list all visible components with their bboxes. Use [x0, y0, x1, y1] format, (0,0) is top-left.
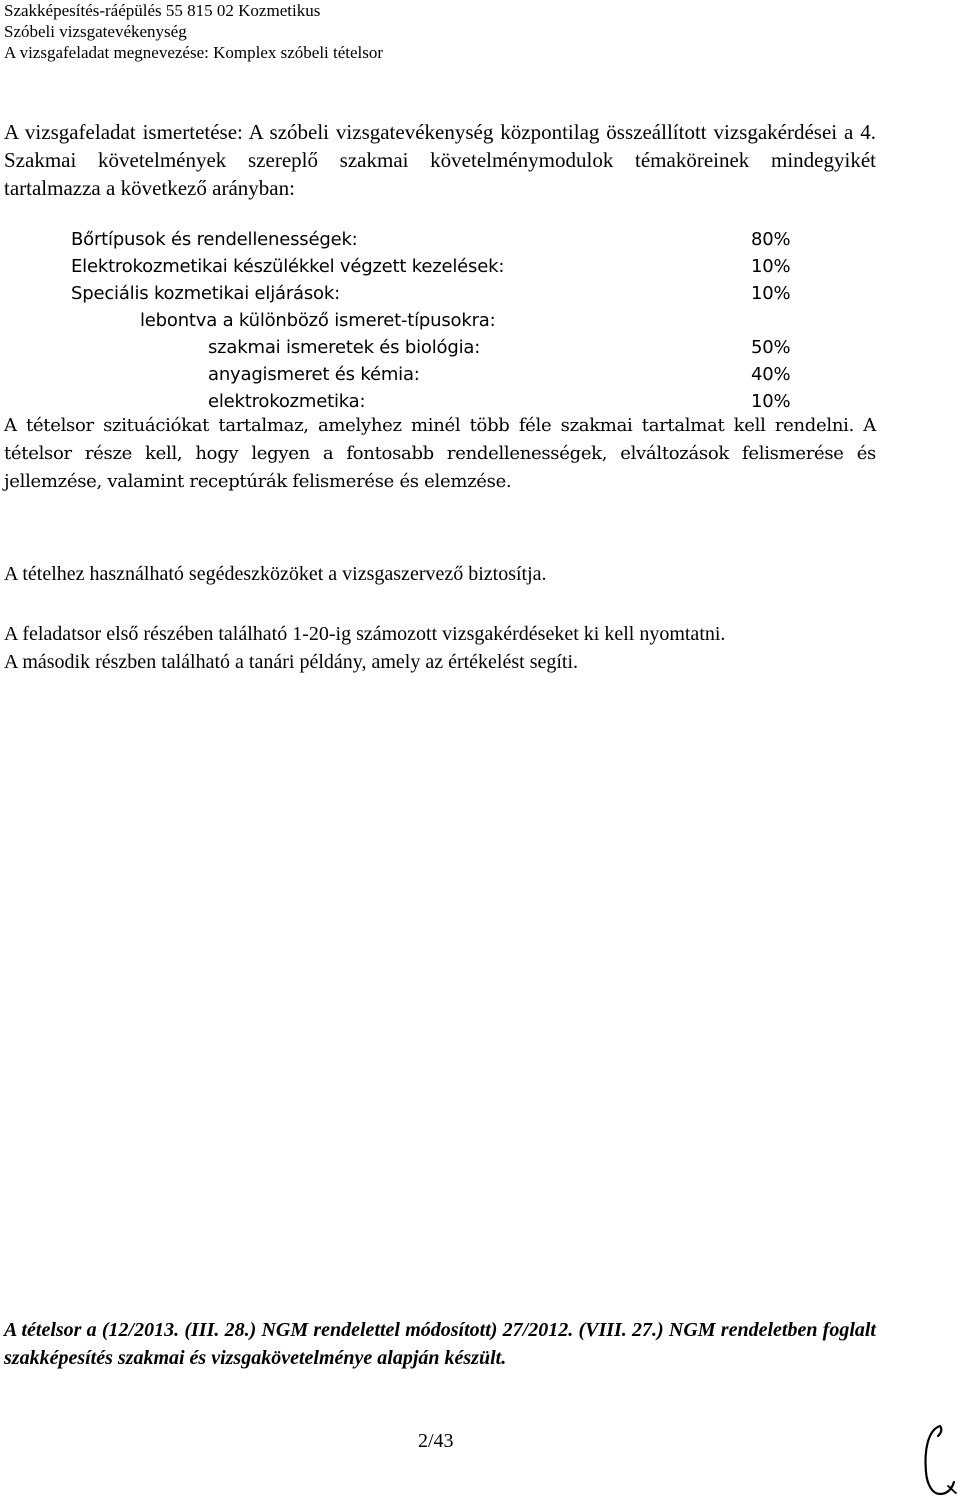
page-number: 2/43	[418, 1430, 454, 1452]
breakdown-row	[0, 359, 960, 385]
distribution-row	[0, 278, 960, 304]
breakdown-row	[0, 386, 960, 412]
breakdown-percent: 10%	[751, 391, 791, 412]
print-instructions-line1: A feladatsor első részében található 1-20-ig számozott vizsgakérdéseket ki kell nyomtatni.	[4, 623, 726, 645]
tetelsor-paragraph: A tételsor szituációkat tartalmaz, amelyhez minél több féle szakmai tartalmat kell rendelni. A tételsor része kell, hogy legyen a fontosabb rendellenességek, elváltozások felismerése és jellemzése, valamint receptúrák felismerése és elemzése.	[4, 415, 876, 492]
distribution-label: Bőrtípusok és rendellenességek:	[71, 229, 358, 250]
distribution-row	[0, 251, 960, 277]
header-activity: Szóbeli vizsgatevékenység	[4, 22, 187, 41]
header-qualification: Szakképesítés-ráépülés 55 815 02 Kozmetikus	[4, 1, 321, 20]
signature-mark	[918, 1420, 958, 1500]
breakdown-label: anyagismeret és kémia:	[208, 364, 420, 385]
intro-paragraph: A vizsgafeladat ismertetése: A szóbeli vizsgatevékenység központilag összeállított vizsgakérdései a 4. Szakmai követelmények szereplő szakmai követelménymodulok témaköreinek mindegyikét tartalmazza a következő arányban:	[4, 120, 876, 200]
distribution-label: Elektrokozmetikai készülékkel végzett kezelések:	[71, 256, 505, 277]
breakdown-percent: 40%	[751, 364, 791, 385]
breakdown-heading: lebontva a különböző ismeret-típusokra:	[140, 310, 496, 331]
legal-basis-note: A tételsor a (12/2013. (III. 28.) NGM rendelettel módosított) 27/2012. (VIII. 27.) NGM rendeletben foglalt szakképesítés szakmai és vizsgakövetelménye alapján készült.	[4, 1319, 876, 1369]
topic-distribution	[0, 224, 960, 412]
document-header	[4, 0, 383, 63]
distribution-percent: 10%	[751, 256, 791, 277]
print-instructions-line2: A második részben található a tanári példány, amely az értékelést segíti.	[4, 651, 579, 673]
breakdown-percent: 50%	[751, 337, 791, 358]
header-task-name: A vizsgafeladat megnevezése: Komplex szóbeli tételsor	[4, 43, 384, 62]
breakdown-label: szakmai ismeretek és biológia:	[208, 337, 481, 358]
breakdown-label: elektrokozmetika:	[208, 391, 366, 412]
breakdown-row	[0, 332, 960, 358]
distribution-percent: 80%	[751, 229, 791, 250]
distribution-percent: 10%	[751, 283, 791, 304]
print-instructions	[4, 620, 876, 676]
distribution-row	[0, 224, 960, 250]
tools-paragraph: A tételhez használható segédeszközöket a vizsgaszervező biztosítja.	[4, 563, 547, 585]
distribution-label: Speciális kozmetikai eljárások:	[71, 283, 340, 304]
breakdown-heading-row	[0, 305, 960, 331]
